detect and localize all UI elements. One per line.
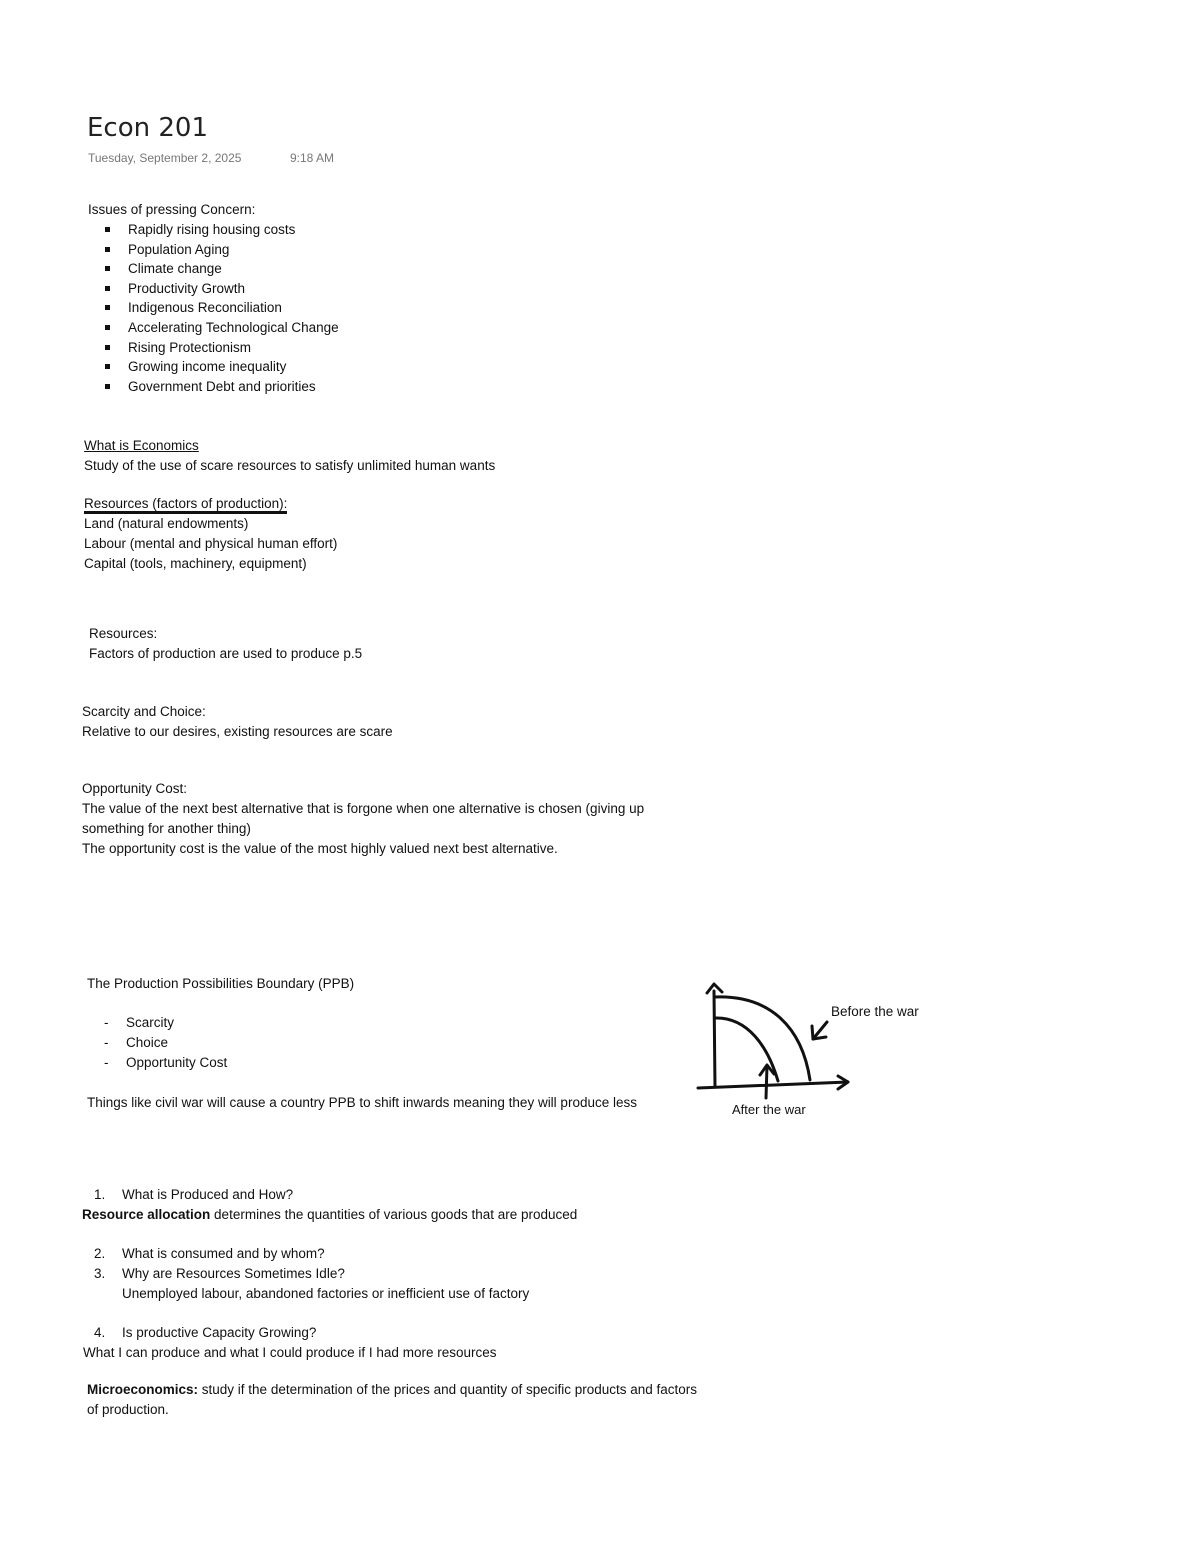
after-war-arrow (766, 1066, 767, 1098)
question-list-1 (84, 1185, 577, 1205)
x-axis (698, 1082, 848, 1088)
question-list-3 (84, 1323, 496, 1343)
micro-line-2: of production. (87, 1402, 169, 1417)
economics-text: Study of the use of scare resources to satisfy unlimited human wants (84, 458, 496, 473)
resources-heading: Resources: (89, 626, 158, 641)
micro-line-1: study if the determination of the prices and quantity of specific products and factors (198, 1382, 698, 1397)
scarcity-heading: Scarcity and Choice: (82, 704, 206, 719)
opportunity-line: something for another thing) (82, 821, 251, 836)
scarcity-text: Relative to our desires, existing resources are scare (82, 724, 393, 739)
ppb-heading: The Production Possibilities Boundary (PPB) (87, 976, 355, 991)
factors-line: Labour (mental and physical human effort) (84, 536, 338, 551)
list-item: Rising Protectionism (88, 338, 339, 358)
factors-line: Capital (tools, machinery, equipment) (84, 556, 307, 571)
label-after-war: After the war (732, 1102, 806, 1117)
question-item (84, 1264, 529, 1284)
ppb-list (88, 1013, 227, 1073)
y-axis (714, 991, 715, 1087)
curve-after-war (715, 1018, 778, 1081)
micro-label: Microeconomics: (87, 1382, 199, 1397)
list-item: Accelerating Technological Change (88, 318, 339, 338)
economics-heading: What is Economics (84, 438, 199, 453)
list-item: Government Debt and priorities (88, 377, 339, 397)
resource-allocation-term: Resource allocation (82, 1207, 211, 1222)
factors-section (84, 494, 337, 574)
list-item: Growing income inequality (88, 357, 339, 377)
list-item: - Scarcity (88, 1013, 227, 1033)
opportunity-line: The value of the next best alternative that is forgone when one alternative is chosen (giving up (82, 801, 645, 816)
list-item: - Opportunity Cost (88, 1053, 227, 1073)
question-text: What is consumed and by whom? (122, 1246, 325, 1261)
list-item: Productivity Growth (88, 279, 339, 299)
resources-text: Factors of production are used to produce p.5 (89, 646, 363, 661)
question-item (84, 1185, 577, 1205)
economics-section (84, 436, 495, 476)
ppb-sketch (690, 975, 950, 1125)
question-answer-text: determines the quantities of various goods that are produced (210, 1207, 578, 1222)
questions-section-2 (84, 1244, 529, 1304)
factors-heading: Resources (factors of production): (84, 496, 287, 514)
ppb-section (88, 1013, 227, 1073)
question-answer (82, 1205, 577, 1225)
question-number: 3. (94, 1266, 106, 1281)
ppb-note: Things like civil war will cause a country PPB to shift inwards meaning they will produce less (87, 1095, 637, 1110)
list-item: Population Aging (88, 240, 339, 260)
question-answer: What I can produce and what I could produce if I had more resources (83, 1345, 497, 1360)
question-list-2 (84, 1244, 529, 1284)
issues-section (88, 200, 339, 396)
question-item (84, 1323, 496, 1343)
opportunity-heading: Opportunity Cost: (82, 781, 188, 796)
question-number: 4. (94, 1325, 106, 1340)
curve-before-war (715, 997, 810, 1080)
issues-list (88, 220, 339, 396)
question-text: Why are Resources Sometimes Idle? (122, 1266, 345, 1281)
question-text: What is Produced and How? (122, 1187, 294, 1202)
factors-line: Land (natural endowments) (84, 516, 249, 531)
question-number: 2. (94, 1246, 106, 1261)
question-answer: Unemployed labour, abandoned factories or inefficient use of factory (122, 1286, 530, 1301)
micro-section (87, 1380, 697, 1420)
question-number: 1. (94, 1187, 106, 1202)
scarcity-section (82, 702, 393, 742)
question-text: Is productive Capacity Growing? (122, 1325, 317, 1340)
resources-section (89, 624, 362, 664)
list-item: - Choice (88, 1033, 227, 1053)
list-item: Indigenous Reconciliation (88, 298, 339, 318)
questions-section-3 (84, 1323, 496, 1363)
list-item: Rapidly rising housing costs (88, 220, 339, 240)
question-item (84, 1244, 529, 1264)
questions-section (84, 1185, 577, 1225)
page-time: 9:18 AM (290, 151, 335, 165)
page-title: Econ 201 (87, 113, 208, 143)
opportunity-section (82, 779, 644, 859)
page-date: Tuesday, September 2, 2025 (88, 151, 242, 165)
opportunity-line: The opportunity cost is the value of the most highly valued next best alternative. (82, 841, 558, 856)
label-before-war: Before the war (831, 1004, 919, 1019)
list-item: Climate change (88, 259, 339, 279)
issues-heading: Issues of pressing Concern: (88, 202, 256, 217)
